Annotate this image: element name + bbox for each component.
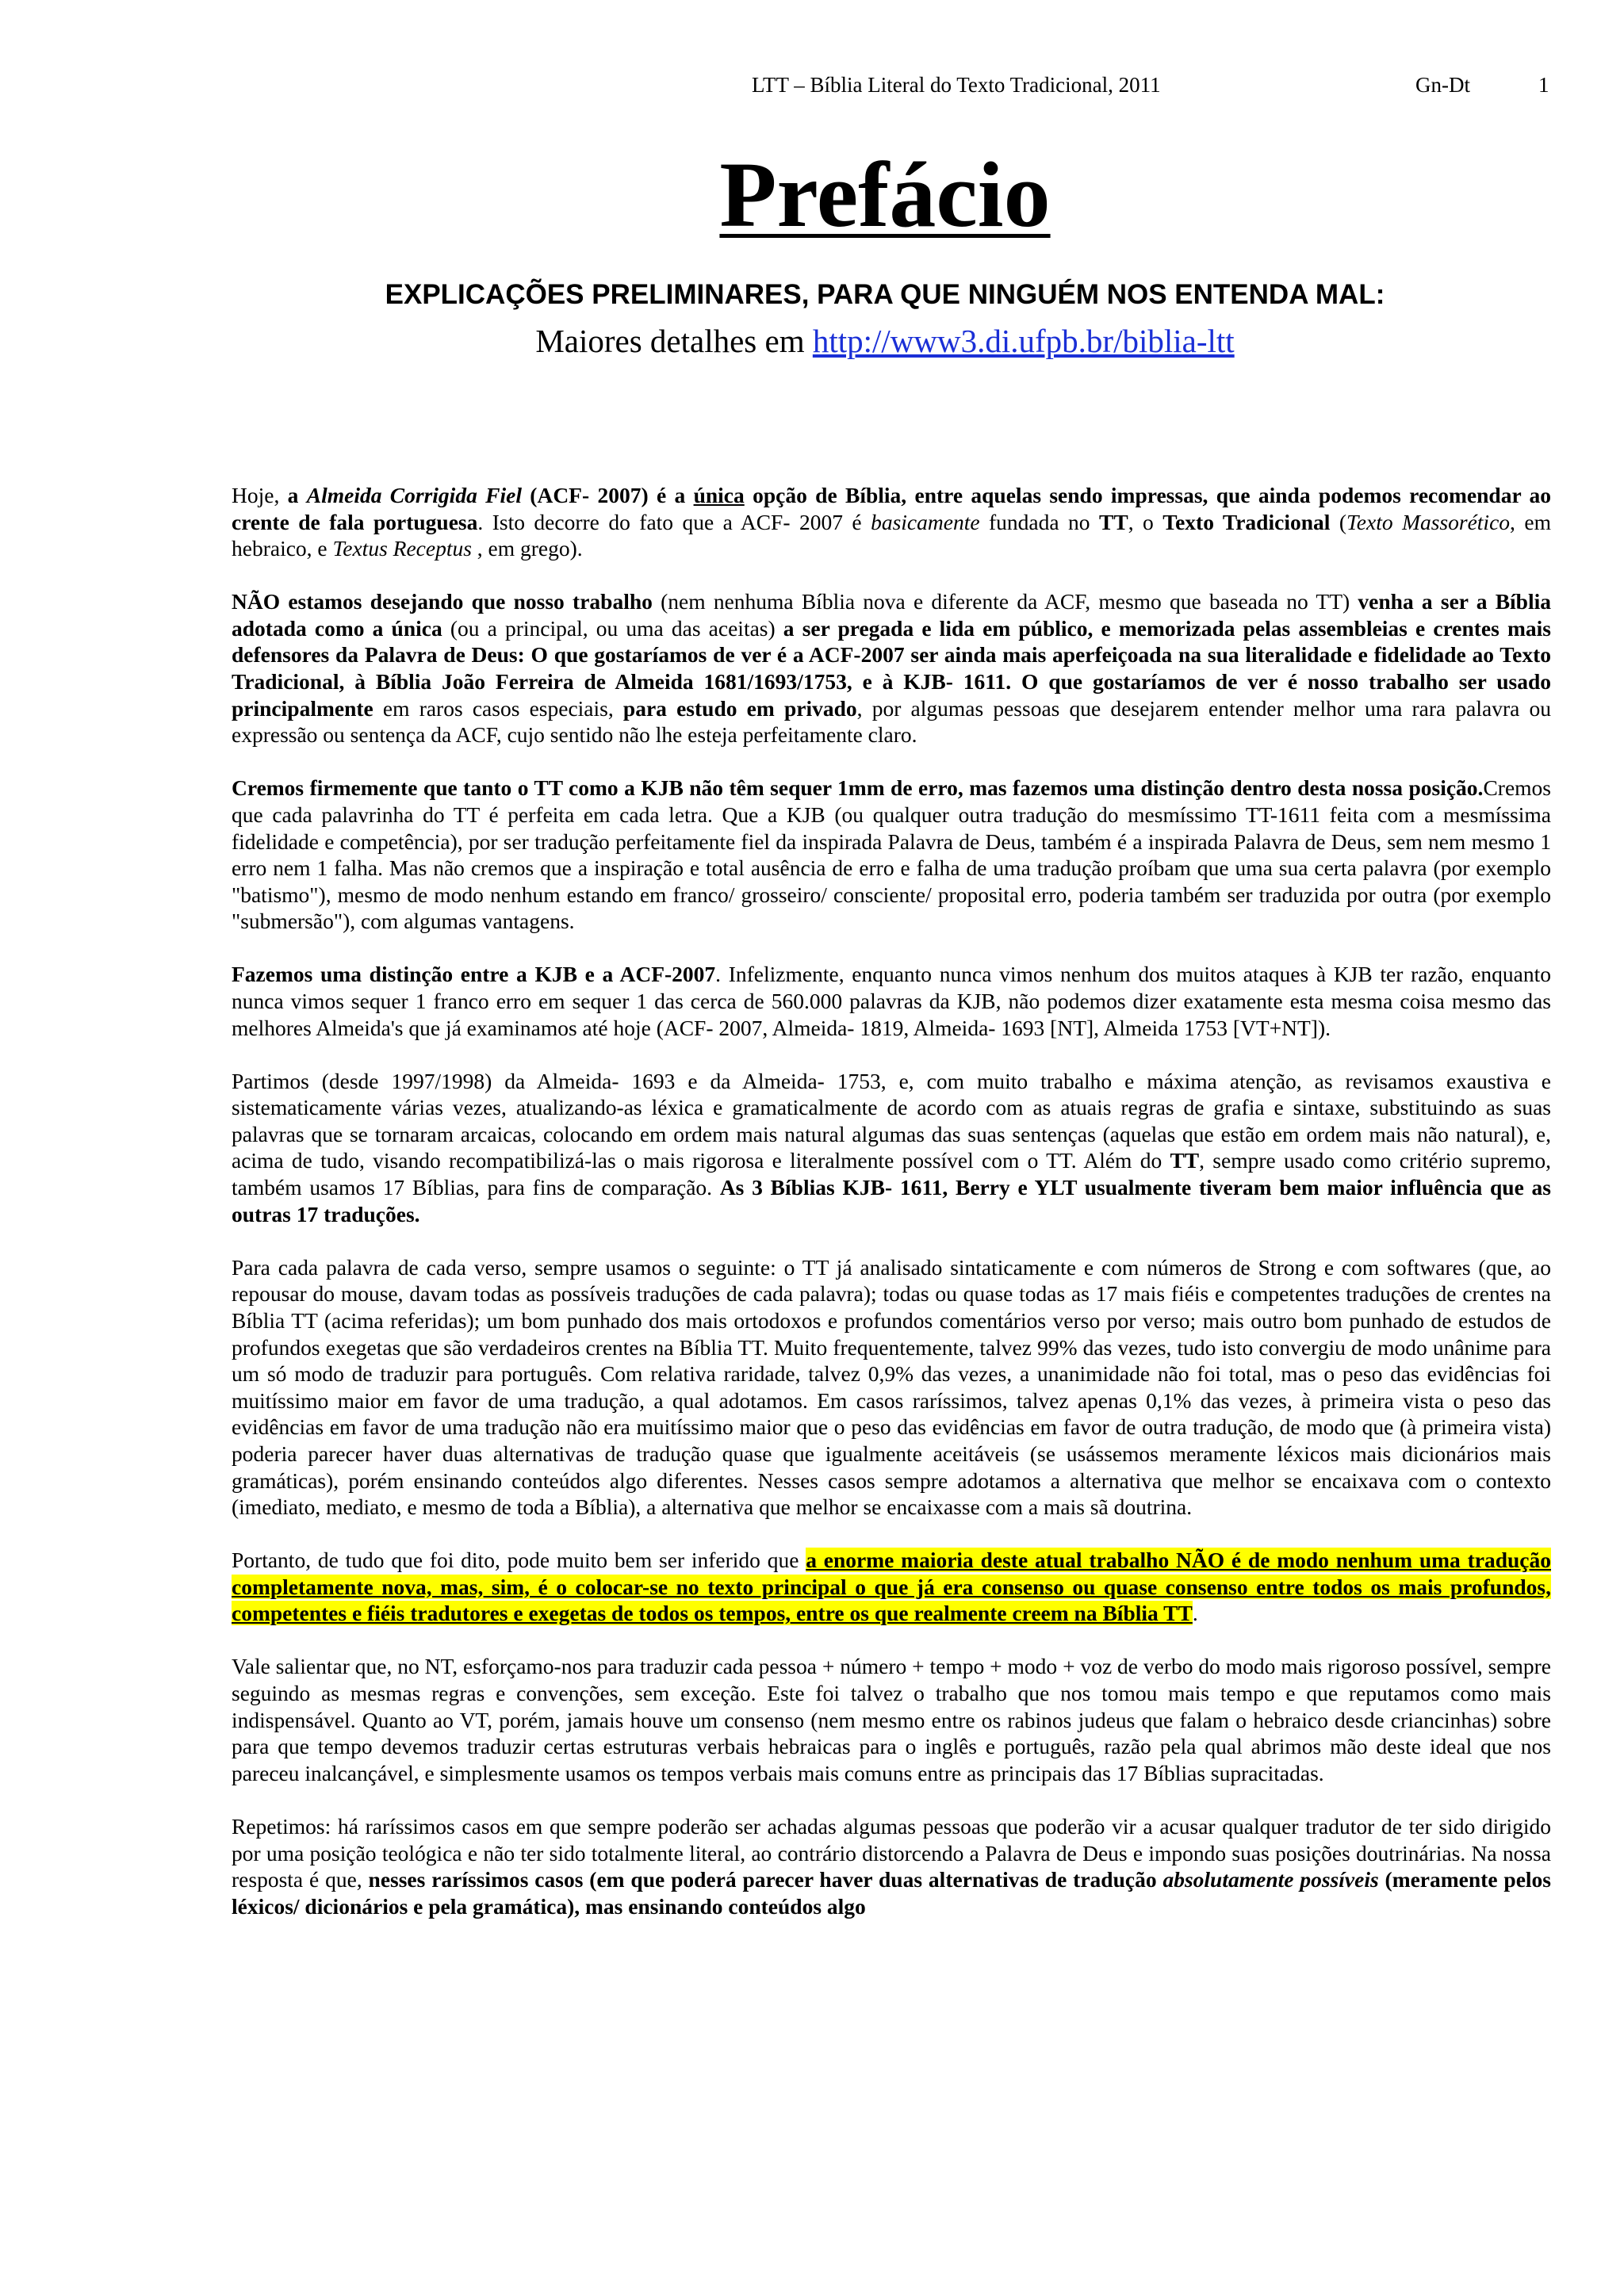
text-run: Hoje,	[232, 483, 288, 507]
text-run: Texto Massorético	[1346, 509, 1511, 534]
text-run: (meramente pelos léxicos/ dicionários e pela gramática), mas ensinando conteúdos algo	[232, 1867, 1551, 1919]
paragraph-3	[232, 775, 1551, 935]
page-number: 1	[1538, 73, 1549, 97]
text-run: (ACF- 2007) é a	[521, 483, 694, 507]
text-run: Cremos que cada palavrinha do TT é perfeita em cada letra. Que a KJB (ou qualquer outra tradução do mesmíssimo TT-1611 feita com a mesmíssima fidelidade e competência), por ser tradução perfeitamente fiel da inspirada Palavra de Deus, também é a inspirada Palavra de Deus, sem nem mesmo 1 erro nem 1 falha. Mas não cremos que a inspiração e total ausência de erro e falha de uma tradução proíbam que uma sua certa palavra (por exemplo "batismo"), mesmo de modo nenhum estando em franco/ grosseiro/ consciente/ proposital erro, poderia também ser traduzida por outra (por exemplo "submersão"), com algumas vantagens.	[232, 775, 1551, 934]
text-run: TT	[1170, 1148, 1200, 1173]
page-title: Prefácio	[719, 143, 1051, 247]
text-run: em raros casos especiais,	[373, 695, 623, 721]
text-run: Fazemos uma distinção entre a KJB e a ACF-2007	[232, 962, 716, 987]
paragraph-1	[232, 482, 1551, 562]
details-prefix: Maiores detalhes em	[535, 323, 813, 359]
paragraph-7	[232, 1547, 1551, 1627]
details-line	[0, 322, 1624, 360]
paragraph-4	[232, 961, 1551, 1041]
paragraph-8: Vale salientar que, no NT, esforçamo-nos para traduzir cada pessoa + número + tempo + modo + voz de verbo do modo mais rigoroso possível, sempre seguindo as mesmas regras e convenções, sem exceção. Este foi talvez o trabalho que nos tomou mais tempo e que reputamos como mais indispensável. Quanto ao VT, porém, jamais houve um consenso (nem mesmo entre os rabinos judeus que falam o hebraico desde criancinhas) sobre para que tempo devemos traduzir certas estruturas verbais hebraicas para o inglês e português, razão pela qual abrimos mão deste ideal que nos pareceu inalcançável, e simplesmente usamos os tempos verbais mais comuns entre as principais das 17 Bíblias supracitadas.	[232, 1654, 1551, 1785]
text-run: TT	[1099, 509, 1128, 534]
subtitle: EXPLICAÇÕES PRELIMINARES, PARA QUE NINGUÉM NOS ENTENDA MAL:	[385, 279, 1385, 310]
text-run: (ou a principal, ou uma das aceitas)	[442, 615, 783, 641]
header-title: LTT – Bíblia Literal do Texto Tradicional, 2011	[752, 73, 1161, 97]
text-run: venha a ser a Bíblia adotada como a única	[232, 589, 1552, 641]
text-run: , o	[1128, 509, 1163, 534]
text-run: . Isto decorre do fato que a ACF- 2007 é	[477, 509, 871, 534]
text-run: , em grego).	[471, 536, 583, 561]
text-run: As 3 Bíblias KJB- 1611, Berry e YLT usualmente tiveram bem maior influência que as outras 17 traduções.	[232, 1175, 1552, 1226]
highlighted-text: a enorme maioria deste atual trabalho NÃO é de modo nenhum uma tradução completamente nova, mas, sim, é o colocar-se no texto principal o que já era consenso ou quase consenso entre todos os mais profundos, competentes e fiéis tradutores e exegetas de todos os tempos, entre os que realmente creem na Bíblia TT	[232, 1548, 1551, 1626]
paragraph-2	[232, 588, 1551, 748]
details-link[interactable]: http://www3.di.ufpb.br/biblia-ltt	[812, 323, 1235, 359]
text-run: a ser pregada e lida em público, e memorizada pelas assembleias e crentes mais defensores da Palavra de Deus: O que gostaríamos de ver é a ACF-2007 ser ainda mais aperfeiçoada na sua literalidade e fidelidade ao Texto Tradicional, à Bíblia João Ferreira de Almeida 1681/1693/1753, e à KJB- 1611. O que gostaríamos de ver é nosso trabalho ser usado principalmente	[232, 615, 1551, 721]
text-run: basicamente	[871, 509, 980, 534]
text-run: única	[693, 483, 745, 507]
text-run: Repetimos: há raríssimos casos em que sempre poderão ser achadas algumas pessoas que poderão vir a acusar qualquer tradutor de ter sido dirigido por uma posição teológica e não ter sido totalmente literal, ao contrário distorcendo a Palavra de Deus e impondo suas posições doutrinárias. Na nossa resposta é que,	[232, 1813, 1551, 1892]
text-run: , sempre usado como critério supremo, também usamos 17 Bíblias, para fins de comparação.	[232, 1148, 1551, 1200]
running-header	[0, 73, 1624, 105]
text-run: Cremos firmemente que tanto o TT como a KJB não têm sequer 1mm de erro, mas fazemos uma distinção dentro desta nossa posição.	[232, 775, 1484, 801]
text-run: , por algumas pessoas que desejarem entender melhor uma rara palavra ou expressão ou sentença da ACF, cujo sentido não lhe esteja perfeitamente claro.	[232, 695, 1551, 748]
header-book-range: Gn-Dt	[1415, 73, 1470, 97]
text-run: (	[1330, 509, 1347, 534]
paragraph-9	[232, 1813, 1551, 1919]
text-run: .	[1192, 1601, 1198, 1626]
paragraph-5	[232, 1068, 1551, 1228]
paragraph-6: Para cada palavra de cada verso, sempre usamos o seguinte: o TT já analisado sintaticamente e com números de Strong e com softwares (que, ao repousar do mouse, davam todas as possíveis traduções de cada palavra); todas ou quase todas as 17 mais fiéis e competentes traduções de crentes na Bíblia TT (acima referidas); um bom punhado dos mais ortodoxos e profundos comentários verso por verso; mais outro bom punhado de estudos de profundos exegetas que são verdadeiros crentes na Bíblia TT. Muito frequentemente, talvez 99% das vezes, tudo isto convergiu de modo unânime para um só modo de traduzir para português. Com relativa raridade, talvez 0,9% das vezes, a unanimidade não foi total, mas o peso das evidências foi muitíssimo maior em favor de uma tradução, a qual adotamos. Em casos raríssimos, talvez apenas 0,1% das vezes, à primeira vista o peso das evidências em favor de uma tradução não era muitíssimo maior que o peso das evidências em favor de outra tradução, de modo que (à primeira vista) poderia parecer haver duas alternativas de tradução quase que igualmente aceitáveis (se usássemos meramente léxicos mais dicionários mais gramáticas), porém ensinando conteúdos algo diferentes. Nesses casos sempre adotamos a alternativa que melhor se encaixava com o contexto (imediato, mediato, e mesmo de toda a Bíblia), a alternativa que melhor se encaixasse com a mais sã doutrina.	[232, 1254, 1551, 1520]
text-run: opção de Bíblia, entre aquelas sendo impressas, que ainda podemos recomendar ao crente de fala portuguesa	[232, 483, 1551, 534]
text-run: fundada no	[979, 509, 1100, 534]
text-run: Almeida Corrigida Fiel	[306, 483, 522, 507]
text-run: a	[287, 483, 307, 507]
body-text	[232, 482, 1551, 1946]
text-run: Textus Receptus	[332, 536, 472, 561]
text-run: (nem nenhuma Bíblia nova e diferente da ACF, mesmo que baseada no TT)	[652, 589, 1358, 614]
text-run: absolutamente possíveis	[1162, 1867, 1379, 1892]
text-run: NÃO estamos desejando que nosso trabalho	[232, 589, 653, 614]
text-run: nesses raríssimos casos (em que poderá parecer haver duas alternativas de tradução	[368, 1867, 1163, 1892]
text-run: Partimos (desde 1997/1998) da Almeida- 1693 e da Almeida- 1753, e, com muito trabalho e máxima atenção, as revisamos exaustiva e sistematicamente várias vezes, atualizando-as léxica e gramaticalmente de acordo com as atuais regras de grafia e sintaxe, substituindo as suas palavras que se tornaram arcaicas, colocando em ordem mais natural algumas das suas sentenças (aquelas que estão em ordem mais não natural), e, acima de tudo, visando recompatibilizá-las o mais rigorosa e literalmente possível com o TT. Além do	[232, 1068, 1551, 1173]
text-run: , em hebraico, e	[232, 509, 1551, 561]
text-run: Texto Tradicional	[1162, 509, 1331, 534]
text-run: . Infelizmente, enquanto nunca vimos nenhum dos muitos ataques à KJB ter razão, enquanto nunca vimos sequer 1 franco erro em sequer 1 das cerca de 560.000 palavras da KJB, não podemos dizer exatamente esta mesma coisa mesmo das melhores Almeida's que já examinamos até hoje (ACF- 2007, Almeida- 1819, Almeida- 1693 [NT], Almeida 1753 [VT+NT]).	[232, 962, 1552, 1040]
text-run: para estudo em privado	[622, 695, 857, 721]
text-run: Portanto, de tudo que foi dito, pode muito bem ser inferido que	[232, 1548, 806, 1573]
